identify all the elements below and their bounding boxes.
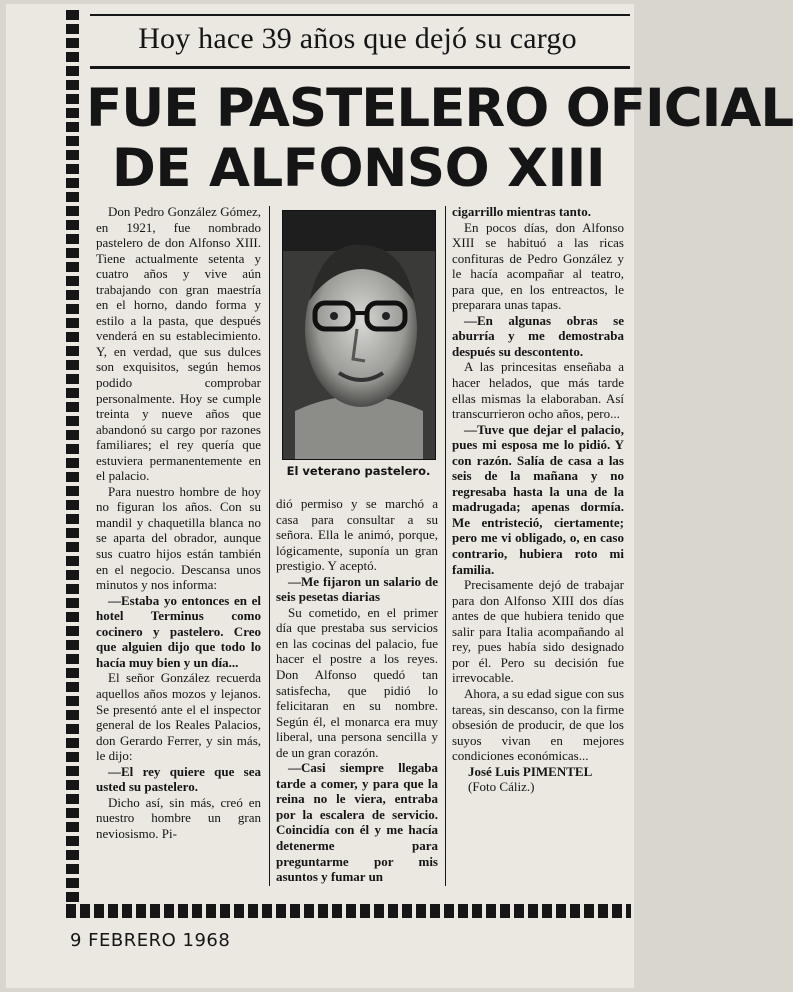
paragraph: Ahora, a su edad sigue con sus tareas, sin descanso, con la firme obsesión de producir, de que los suyos vivan en mejores condiciones económicas... (452, 685, 624, 764)
article-column-2 (276, 496, 438, 885)
quote-paragraph (276, 574, 438, 605)
portrait-illustration (283, 211, 435, 459)
article-column-1 (96, 204, 261, 841)
headline-line-2: DE ALFONSO XIII (111, 138, 606, 199)
column-rule-1 (269, 206, 270, 886)
paragraph: Precisamente dejó de trabajar para don Alfonso XIII dos días antes de que hubiera tenido que salir para Italia acompañando al rey, pues había sido designado por él. Pero su decisión fue irrevocable. (452, 577, 624, 686)
byline (452, 764, 624, 780)
quote-text: —Estaba yo entonces en el hotel Terminus como cocinero y pastelero. Creo que alguien dijo que todo lo hacía muy bien y un día... (96, 592, 261, 670)
quote-paragraph (96, 593, 261, 671)
photo-caption: El veterano pastelero. (286, 464, 431, 478)
quote-paragraph (452, 313, 624, 360)
quote-text: —Me fijaron un salario de seis pesetas diarias (276, 573, 438, 605)
quote-continuation (452, 204, 624, 220)
paragraph: Dicho así, sin más, creó en nuestro hombre un gran neviosismo. Pi- (96, 794, 261, 841)
quote-text: —Casi siempre llegaba tarde a comer, y para que la reina no le viera, entraba por la escalera de servicio. Coincidía con él y me hacía detenerme para preguntarme por mis asuntos y fumar un (276, 760, 438, 885)
top-rule (90, 14, 630, 16)
quote-text: —En algunas obras se aburría y me demostraba después su descontento. (452, 312, 624, 359)
paragraph: Su cometido, en el primer día que prestaba sus servicios en las cocinas del palacio, fue hacer el postre a los reyes. Don Alfonso quedó tan satisfecha, que pidió lo felicitaran en su nombre. Según él, el monarca era muy liberal, una persona sencilla y de un gran corazón. (276, 604, 438, 760)
publication-date: 9 FEBRERO 1968 (70, 930, 231, 951)
paragraph: Para nuestro hombre de hoy no figuran los años. Con su mandil y chaquetilla blanca no se aparta del obrador, aunque sus cuatro hijos están también en el negocio. Descansa unos minutos y nos informa: (96, 483, 261, 593)
headline-line-1: FUE PASTELERO OFICIAL (86, 78, 793, 139)
quote-paragraph (276, 760, 438, 884)
paragraph: El señor González recuerda aquellos años mozos y lejanos. Se presentó ante el el inspector general de los Reales Palacios, don Gerardo Ferrer, y sin más, le dijo: (96, 670, 261, 764)
paragraph: En pocos días, don Alfonso XIII se habituó a las ricas confituras de Pedro González y le hacía acompañar al teatro, para que, en los entreactos, le preparara unas tapas. (452, 219, 624, 313)
quote-paragraph (96, 764, 261, 795)
decorative-border-left (66, 10, 79, 902)
paragraph: Don Pedro González Gómez, en 1921, fue nombrado pastelero de don Alfonso XIII. Tiene actualmente setenta y cuatro años y vive aún trabajando con gran maestría en el horno, dando forma y estilo a la pasta, que después venderá en su establecimiento. Y, en verdad, que sus dulces son exquisitos, según hemos podido comprobar personalmente. Hoy se cumple treinta y nueve años que abandonó su cargo por razones familiares; el rey quería que estuviera permanentemente en el palacio. (96, 204, 261, 484)
kicker-headline: Hoy hace 39 años que dejó su cargo (138, 22, 577, 55)
article-column-3 (452, 204, 624, 795)
quote-text: —Tuve que dejar el palacio, pues mi esposa me lo pidió. Y con razón. Salía de casa a las seis de la mañana y no regresaba hasta la una de la madrugada; apenas dormía. Me entristeció, ciertamente; pero me vi obligado, o, en caso contrario, hubiera roto mi familia. (452, 421, 624, 577)
author-name: José Luis PIMENTEL (468, 763, 593, 779)
column-rule-2 (445, 206, 446, 886)
quote-paragraph (452, 422, 624, 577)
decorative-border-bottom (66, 904, 631, 918)
quote-text: cigarrillo mientras tanto. (452, 204, 591, 219)
paragraph: dió permiso y se marchó a casa para consultar a su señora. Ella le animó, porque, lógicamente, suponía un gran prestigio. Y aceptó. (276, 496, 438, 574)
photo-credit: (Foto Cáliz.) (468, 779, 535, 795)
kicker-rule (90, 66, 630, 69)
quote-text: —El rey quiere que sea usted su pastelero. (96, 763, 261, 795)
portrait-photo (282, 210, 436, 460)
paragraph: A las princesitas enseñaba a hacer helados, que más tarde ellas mismas la elaboraban. Así transcurrieron ocho años, pero... (452, 359, 624, 422)
